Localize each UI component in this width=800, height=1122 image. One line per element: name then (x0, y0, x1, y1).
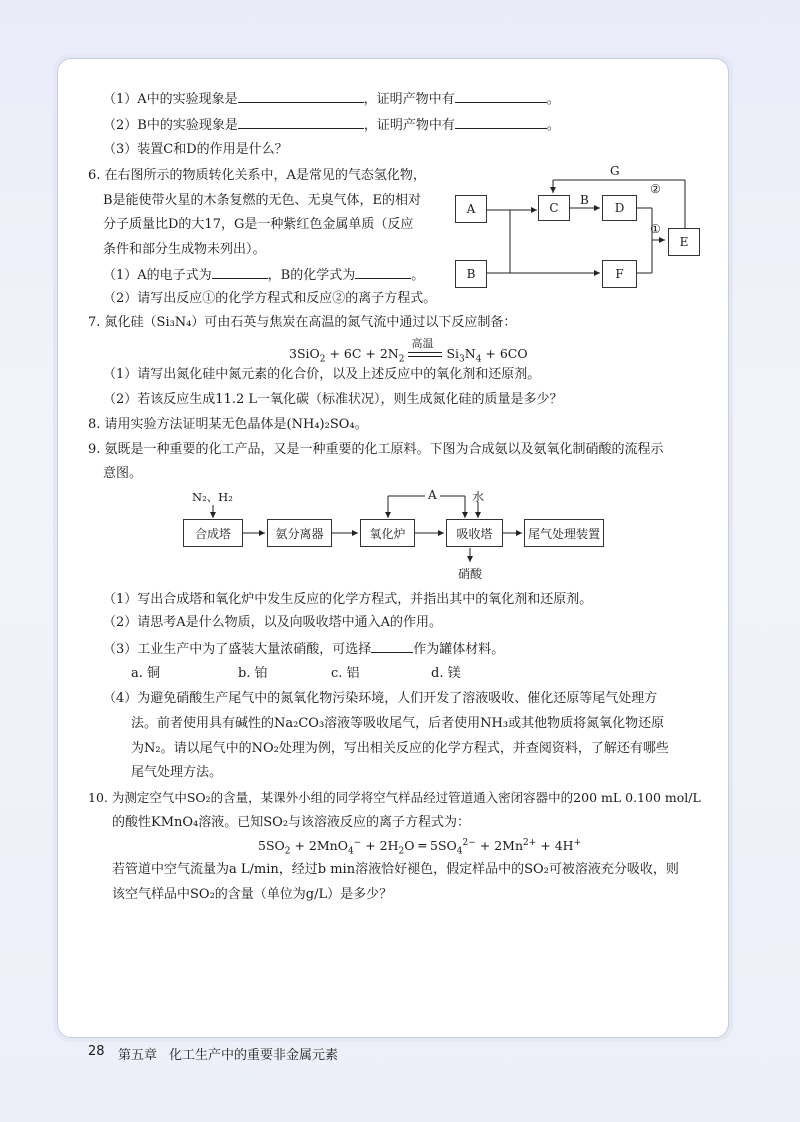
q6-box-B: B (455, 260, 487, 288)
chapter-label: 第五章 (118, 1048, 158, 1063)
q9-option-b: b. 铂 (238, 666, 268, 681)
q9-flow-tail-gas-unit: 尾气处理装置 (524, 519, 604, 547)
q9-flow-absorption-tower: 吸收塔 (446, 519, 503, 547)
q6-box-A: A (455, 195, 487, 223)
q9-part4-line2: 法。前者使用具有碱性的Na₂CO₃溶液等吸收尾气，后者使用NH₃或其他物质将氮氧化物还原 (131, 716, 665, 731)
q6-label-reaction1: ① (650, 222, 661, 236)
q6-part2: （2）请写出反应①的化学方程式和反应②的离子方程式。 (103, 291, 437, 306)
q6-stem-3: 分子质量比D的大17，G是一种紫红色金属单质（反应 (103, 217, 414, 232)
q6-stem-1: 6. 在右图所示的物质转化关系中，A是常见的气态氢化物， (88, 168, 426, 183)
q9-option-d: d. 镁 (431, 666, 461, 681)
q6-box-D: D (602, 195, 637, 221)
q6-label-B-arrow: B (580, 193, 589, 207)
q9-part4-line1: （4）为避免硝酸生产尾气中的氮氧化物污染环境，人们开发了溶液吸收、催化还原等尾气处理方 (103, 691, 658, 706)
q6-stem-4: 条件和部分生成物未列出）。 (103, 242, 266, 257)
q8-stem: 8. 请用实验方法证明某无色晶体是(NH₄)₂SO₄。 (88, 417, 368, 432)
q9-flow-oxidation-furnace: 氧化炉 (360, 519, 415, 547)
q7-stem: 7. 氮化硅（Si₃N₄）可由石英与焦炭在高温的氮气流中通过以下反应制备： (88, 315, 517, 330)
q9-stem-2: 意图。 (103, 466, 143, 481)
q6-part1: （1）A的电子式为 ，B的化学式为 。 (103, 268, 425, 283)
q9-part4-line3: 为N₂。请以尾气中的NO₂处理为例，写出相关反应的化学方程式，并查阅资料，了解还有哪些 (131, 741, 669, 756)
q9-flow-label-A: A (428, 488, 437, 502)
q7-condition: 高温 (411, 336, 434, 350)
q9-flow-synthesis-tower: 合成塔 (183, 519, 243, 547)
page-number: 28 (88, 1044, 105, 1059)
q7-part1: （1）请写出氮化硅中氮元素的化合价，以及上述反应中的氧化剂和还原剂。 (103, 367, 541, 382)
q9-option-c: c. 铝 (331, 666, 360, 681)
chapter-title: 化工生产中的重要非金属元素 (169, 1048, 339, 1063)
q6-box-E: E (668, 228, 700, 256)
q6-box-F: F (602, 260, 637, 288)
q5-part1: （1）A中的实验现象是 ，证明产物中有 。 (103, 92, 560, 107)
q9-flow-ammonia-separator: 氨分离器 (267, 519, 332, 547)
q7-equation: $3SiO_2 + 6C + 2N_2$ 高温 $Si_3N_4 + 6CO$ (289, 336, 528, 365)
q9-part2: （2）请思考A是什么物质，以及向吸收塔中通入A的作用。 (103, 615, 443, 630)
q9-option-a: a. 铜 (131, 666, 161, 681)
q6-stem-2: B是能使带火星的木条复燃的无色、无臭气体，E的相对 (103, 193, 422, 208)
q6-label-reaction2: ② (650, 182, 661, 196)
q7-part2: （2）若该反应生成11.2 L一氧化碳（标准状况），则生成氮化硅的质量是多少？ (103, 392, 563, 407)
q9-part1: （1）写出合成塔和氧化炉中发生反应的化学方程式，并指出其中的氧化剂和还原剂。 (103, 592, 593, 607)
q9-stem-1: 9. 氨既是一种重要的化工产品，又是一种重要的化工原料。下图为合成氨以及氨氧化制硝酸的流程示 (88, 442, 664, 457)
q9-flow-label-water: 水 (472, 490, 485, 504)
q10-stem-4: 该空气样品中SO₂的含量（单位为g/L）是多少？ (112, 887, 393, 902)
q9-flow-label-nitric-acid: 硝酸 (458, 567, 483, 581)
q10-stem-3: 若管道中空气流量为a L/min，经过b min溶液恰好褪色，假定样品中的SO₂可被溶液充分吸收，则 (112, 862, 679, 877)
q6-label-G: G (610, 164, 620, 178)
q5-part3: （3）装置C和D的作用是什么？ (103, 142, 288, 157)
q10-stem-2: 的酸性KMnO₄溶液。已知SO₂与该溶液反应的离子方程式为： (112, 815, 471, 830)
q9-flow-input: N₂、H₂ (192, 490, 233, 504)
q10-stem-1: 10. 为测定空气中SO₂的含量，某课外小组的同学将空气样品经过管道通入密闭容器中的200 mL 0.100 mol/L (88, 790, 701, 805)
q10-equation: $5SO_2 + 2MnO_4^- + 2H_2O$ ═ $5SO_4^{2-} + 2Mn^{2+} + 4H^+$ (258, 837, 582, 857)
q9-part4-line4: 尾气处理方法。 (131, 765, 223, 780)
q9-part3: （3）工业生产中为了盛装大量浓硝酸，可选择 作为罐体材料。 (103, 642, 505, 657)
q6-box-C: C (538, 195, 570, 221)
q5-part2: （2）B中的实验现象是 ，证明产物中有 。 (103, 118, 560, 133)
